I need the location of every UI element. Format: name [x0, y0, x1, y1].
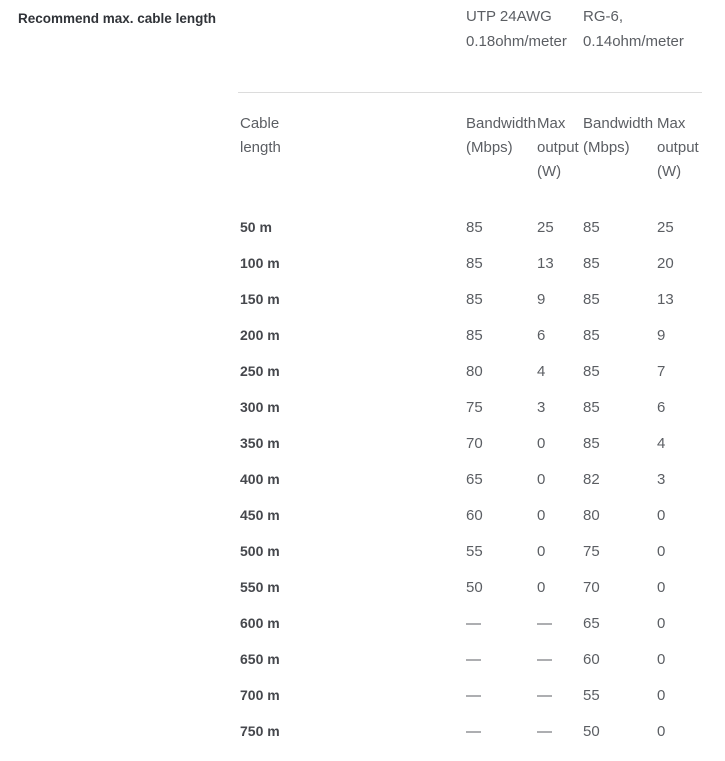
- cell-utp-max-output: 9: [537, 291, 546, 308]
- cell-utp-max-output: 0: [537, 471, 546, 488]
- cell-utp-bandwidth: —: [466, 723, 481, 740]
- table-row: [240, 291, 710, 327]
- col-header-cable-length: Cable length: [240, 115, 281, 156]
- row-label-cable-length: 300 m: [240, 399, 280, 415]
- cell-rg6-max-output: 7: [657, 363, 666, 380]
- cell-rg6-bandwidth: 85: [583, 219, 600, 236]
- cell-utp-bandwidth: 85: [466, 291, 483, 308]
- row-label-cable-length: 650 m: [240, 651, 280, 667]
- cell-utp-bandwidth: 80: [466, 363, 483, 380]
- row-label-cable-length: 50 m: [240, 219, 272, 235]
- row-label-cable-length: 700 m: [240, 687, 280, 703]
- row-label-cable-length: 350 m: [240, 435, 280, 451]
- cell-utp-bandwidth: 85: [466, 219, 483, 236]
- cell-rg6-max-output: 20: [657, 255, 674, 272]
- cell-rg6-bandwidth: 85: [583, 255, 600, 272]
- cell-utp-bandwidth: 75: [466, 399, 483, 416]
- cell-rg6-bandwidth: 60: [583, 651, 600, 668]
- cell-rg6-max-output: 3: [657, 471, 666, 488]
- cell-rg6-bandwidth: 65: [583, 615, 600, 632]
- cell-utp-max-output: 4: [537, 363, 546, 380]
- cell-utp-bandwidth: —: [466, 615, 481, 632]
- table-row: [240, 543, 710, 579]
- cable-type-name: RG-6,: [583, 8, 624, 25]
- cable-type-header-rg6: [583, 4, 684, 54]
- row-label-cable-length: 550 m: [240, 579, 280, 595]
- cell-rg6-bandwidth: 85: [583, 435, 600, 452]
- spec-row-title: Recommend max. cable length: [18, 11, 217, 26]
- cell-utp-bandwidth: 55: [466, 543, 483, 560]
- cable-length-table: [240, 112, 710, 759]
- table-row: [240, 579, 710, 615]
- cell-utp-max-output: —: [537, 615, 552, 632]
- cell-utp-bandwidth: 85: [466, 255, 483, 272]
- cell-utp-max-output: 6: [537, 327, 546, 344]
- cell-rg6-max-output: 25: [657, 219, 674, 236]
- row-label-cable-length: 150 m: [240, 291, 280, 307]
- cable-type-resistance: 0.14ohm/meter: [583, 33, 684, 50]
- cell-utp-bandwidth: 65: [466, 471, 483, 488]
- table-row: [240, 723, 710, 759]
- col-header-utp-max-output: Max output (W): [537, 115, 579, 180]
- table-row: [240, 615, 710, 651]
- cell-utp-max-output: —: [537, 651, 552, 668]
- table-row: [240, 363, 710, 399]
- cell-utp-max-output: —: [537, 723, 552, 740]
- cell-rg6-bandwidth: 55: [583, 687, 600, 704]
- cell-rg6-bandwidth: 70: [583, 579, 600, 596]
- col-header-rg6-bandwidth: Bandwidth (Mbps): [583, 115, 654, 156]
- cell-utp-bandwidth: 60: [466, 507, 483, 524]
- cell-rg6-max-output: 13: [657, 291, 674, 308]
- table-row: [240, 651, 710, 687]
- cell-rg6-max-output: 0: [657, 543, 666, 560]
- table-row: [240, 687, 710, 723]
- cell-utp-max-output: 25: [537, 219, 554, 236]
- row-label-cable-length: 500 m: [240, 543, 280, 559]
- table-row: [240, 255, 710, 291]
- row-label-cable-length: 400 m: [240, 471, 280, 487]
- cell-rg6-max-output: 0: [657, 651, 666, 668]
- cell-rg6-bandwidth: 85: [583, 327, 600, 344]
- cell-utp-bandwidth: —: [466, 687, 481, 704]
- row-label-cable-length: 600 m: [240, 615, 280, 631]
- cell-rg6-bandwidth: 75: [583, 543, 600, 560]
- cell-rg6-max-output: 6: [657, 399, 666, 416]
- cell-rg6-bandwidth: 82: [583, 471, 600, 488]
- table-row: [240, 399, 710, 435]
- cell-utp-max-output: —: [537, 687, 552, 704]
- cell-rg6-max-output: 0: [657, 615, 666, 632]
- row-label-cable-length: 250 m: [240, 363, 280, 379]
- cell-rg6-max-output: 0: [657, 687, 666, 704]
- cell-rg6-max-output: 4: [657, 435, 666, 452]
- table-row: [240, 507, 710, 543]
- cell-rg6-max-output: 9: [657, 327, 666, 344]
- cell-rg6-bandwidth: 50: [583, 723, 600, 740]
- table-header-row: [240, 112, 710, 219]
- col-header-rg6-max-output: Max output (W): [657, 115, 699, 180]
- cable-type-resistance: 0.18ohm/meter: [466, 33, 567, 50]
- table-row: [240, 435, 710, 471]
- cell-rg6-max-output: 0: [657, 579, 666, 596]
- cell-utp-max-output: 13: [537, 255, 554, 272]
- table-body: [240, 219, 710, 759]
- row-label-cable-length: 750 m: [240, 723, 280, 739]
- cell-utp-bandwidth: —: [466, 651, 481, 668]
- table-row: [240, 327, 710, 363]
- horizontal-divider: [238, 92, 702, 93]
- cell-utp-max-output: 0: [537, 543, 546, 560]
- cell-utp-max-output: 3: [537, 399, 546, 416]
- row-label-cable-length: 200 m: [240, 327, 280, 343]
- cable-type-name: UTP 24AWG: [466, 8, 552, 25]
- cell-rg6-bandwidth: 85: [583, 399, 600, 416]
- cell-rg6-max-output: 0: [657, 723, 666, 740]
- cell-rg6-bandwidth: 85: [583, 291, 600, 308]
- cell-utp-bandwidth: 70: [466, 435, 483, 452]
- col-header-utp-bandwidth: Bandwidth (Mbps): [466, 115, 537, 156]
- cell-utp-bandwidth: 50: [466, 579, 483, 596]
- table-row: [240, 471, 710, 507]
- cell-rg6-max-output: 0: [657, 507, 666, 524]
- row-label-cable-length: 100 m: [240, 255, 280, 271]
- row-label-cable-length: 450 m: [240, 507, 280, 523]
- cell-rg6-bandwidth: 85: [583, 363, 600, 380]
- cable-type-header-utp: [466, 4, 567, 54]
- cell-rg6-bandwidth: 80: [583, 507, 600, 524]
- cell-utp-max-output: 0: [537, 579, 546, 596]
- cell-utp-max-output: 0: [537, 507, 546, 524]
- cell-utp-max-output: 0: [537, 435, 546, 452]
- table-row: [240, 219, 710, 255]
- cell-utp-bandwidth: 85: [466, 327, 483, 344]
